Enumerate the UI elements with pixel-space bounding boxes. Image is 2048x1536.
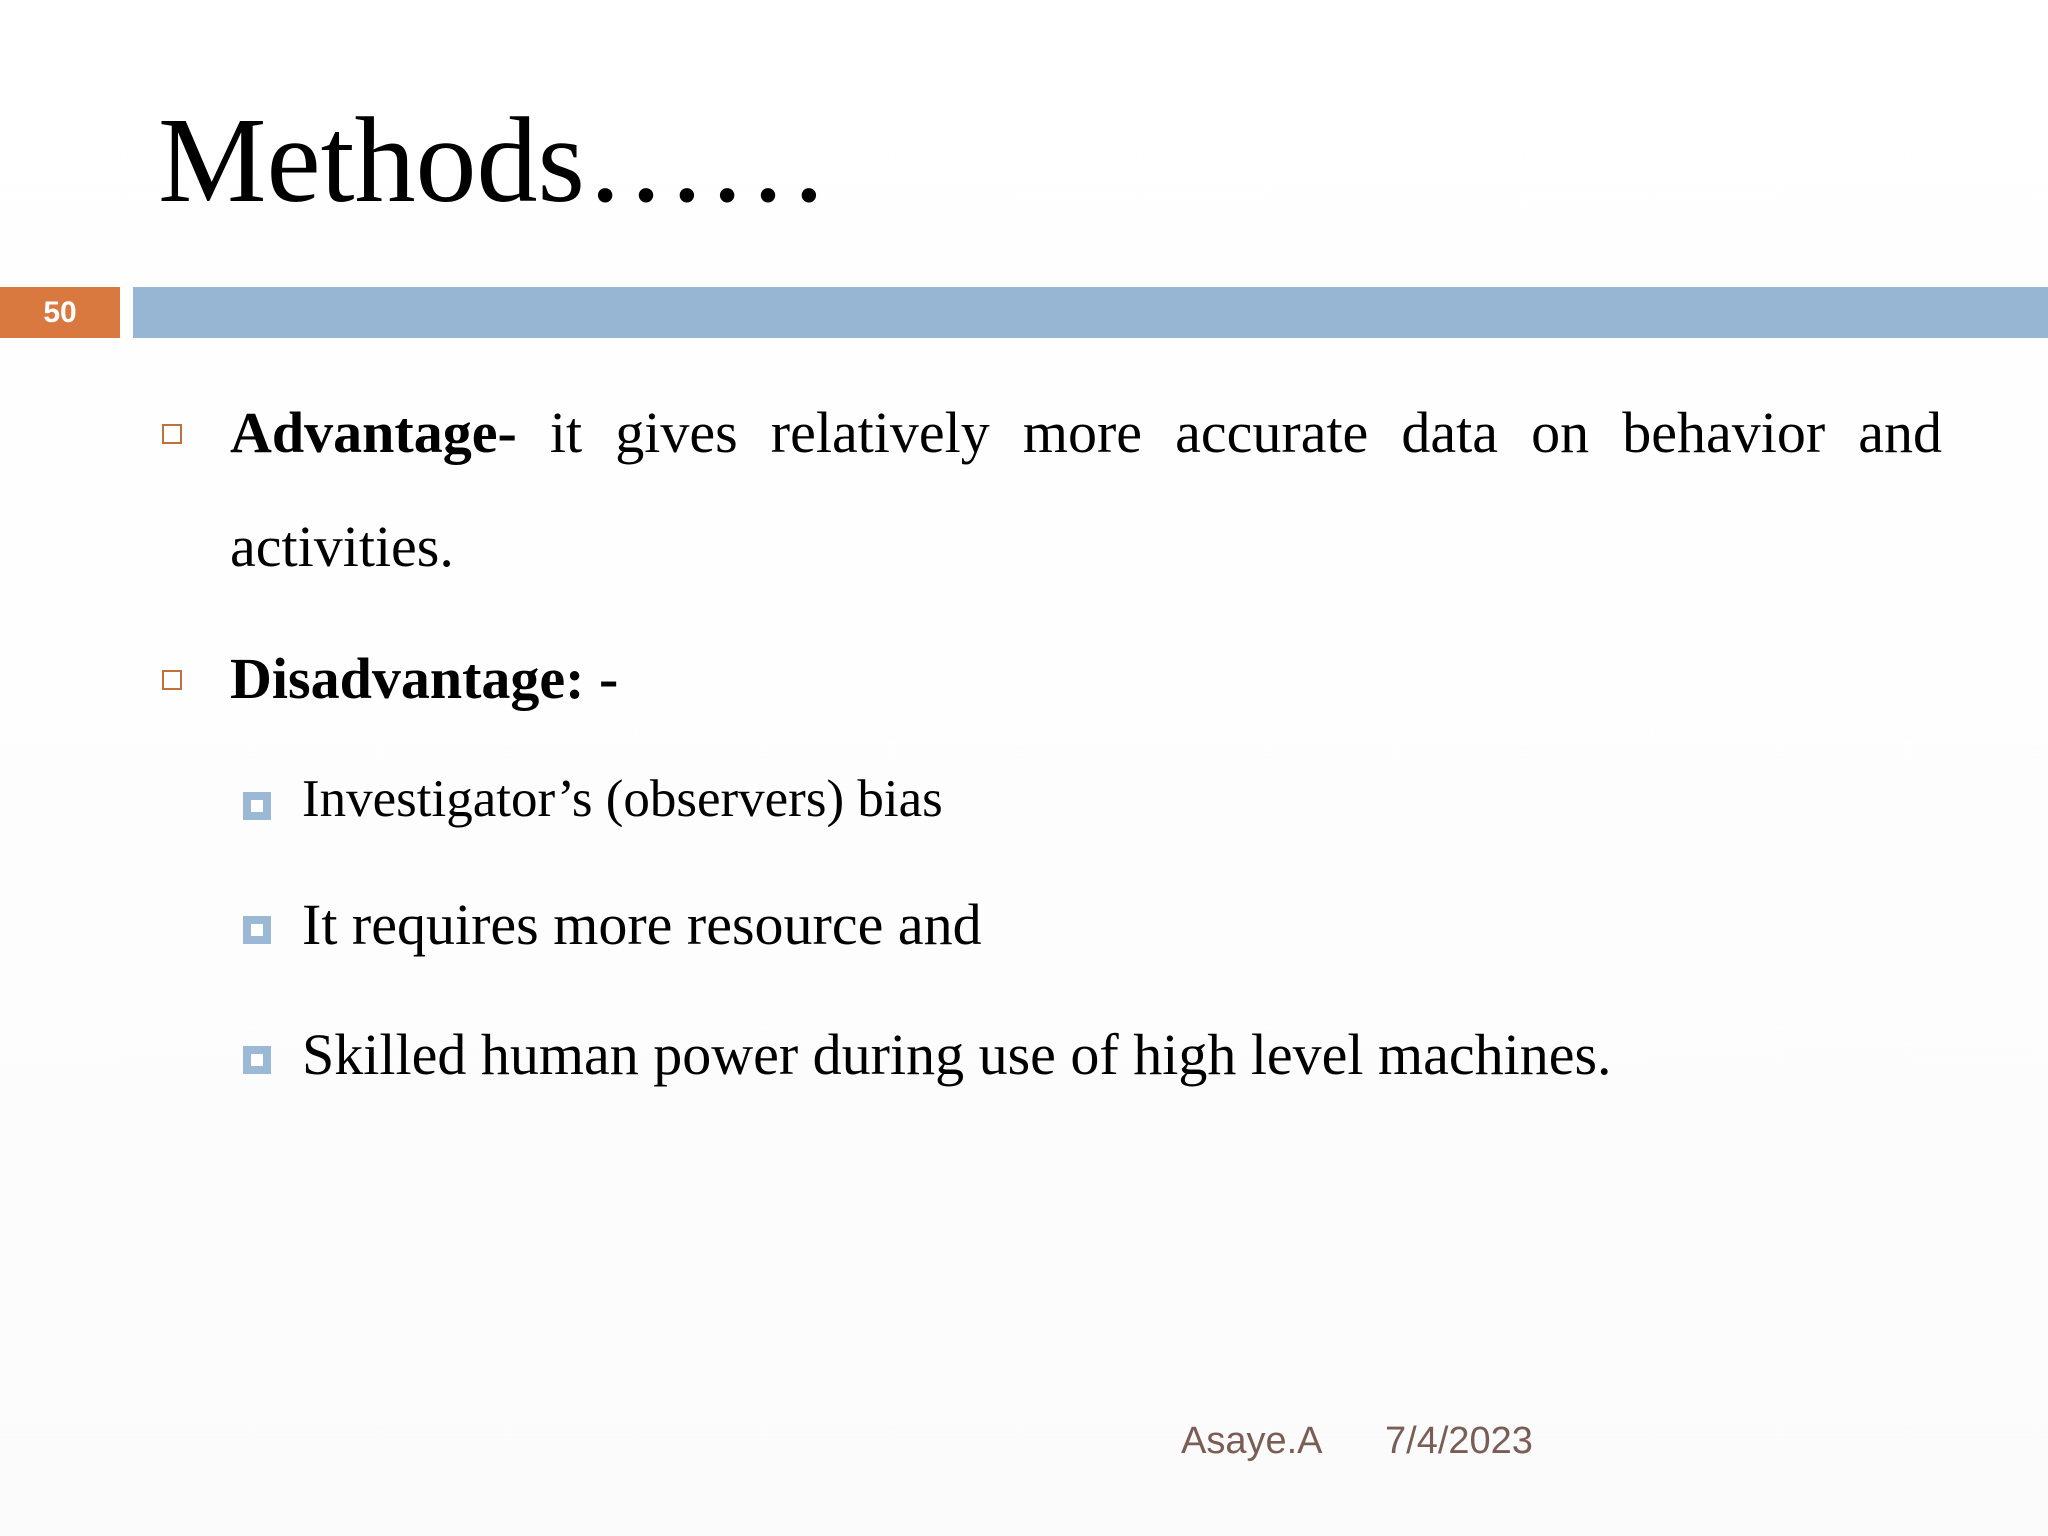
square-bullet-icon xyxy=(162,670,182,690)
sub-bullet-text: Skilled human power during use of high level machines. xyxy=(302,1022,1612,1087)
bullet-disadvantage xyxy=(230,622,1942,736)
square-bullet-icon xyxy=(162,424,182,444)
sub-bullet-text: It requires more resource and xyxy=(302,892,982,957)
bullet-label: Disadvantage: - xyxy=(230,646,619,711)
bullet-label: Advantage- xyxy=(230,400,517,465)
square-sub-bullet-icon xyxy=(243,916,271,944)
square-sub-bullet-icon xyxy=(243,1046,271,1074)
title-divider-bar xyxy=(133,287,2048,338)
sub-bullet-text: Investigator’s (observers) bias xyxy=(302,770,943,828)
footer-author: Asaye.A xyxy=(1181,1420,1323,1462)
page-number: 50 xyxy=(43,295,77,329)
sub-bullet-item xyxy=(302,890,982,960)
page-number-badge xyxy=(0,287,120,338)
slide-title: Methods…… xyxy=(158,93,829,228)
footer-date: 7/4/2023 xyxy=(1385,1420,1533,1462)
sub-bullet-item xyxy=(302,768,943,832)
sub-bullet-item xyxy=(302,1020,1612,1090)
square-sub-bullet-icon xyxy=(243,792,271,820)
bullet-text: it gives relatively more accurate data on behavior and activities. xyxy=(230,400,1942,579)
bullet-advantage xyxy=(230,376,1942,604)
